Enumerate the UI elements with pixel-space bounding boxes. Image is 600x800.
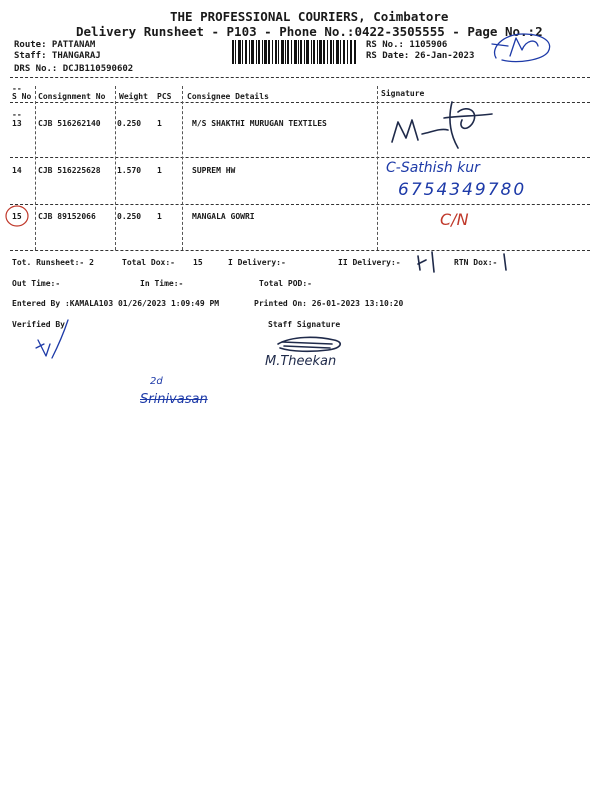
route-label: Route: PATTANAM — [14, 40, 96, 50]
entered-by: Entered By :KAMALA103 01/26/2023 1:09:49 PM — [12, 299, 220, 308]
row-weight: 0.250 — [117, 119, 142, 128]
col-header-sno: S No — [12, 92, 32, 101]
row-pcs: 1 — [157, 166, 162, 175]
row-weight: 1.570 — [117, 166, 142, 175]
verified-by-label: Verified By — [12, 320, 65, 329]
ii-delivery-label: II Delivery:- — [338, 258, 401, 267]
row-consignee: SUPREM HW — [192, 166, 236, 175]
row-sno: 15 — [12, 212, 22, 221]
col-header-consignee: Consignee Details — [187, 92, 269, 101]
row14-receiver-name: C-Sathish kur — [386, 160, 480, 176]
row-pcs: 1 — [157, 212, 162, 221]
total-dox-value: 15 — [193, 258, 203, 267]
col-header-pcs: PCS — [157, 92, 172, 101]
row-sno: 13 — [12, 119, 22, 128]
barcode — [232, 40, 356, 68]
rtn-dox-label: RTN Dox:- — [454, 258, 498, 267]
staff-signature-label: Staff Signature — [268, 320, 341, 329]
row-pcs: 1 — [157, 119, 162, 128]
tot-runsheet: Tot. Runsheet:- 2 — [12, 258, 94, 267]
row-weight: 0.250 — [117, 212, 142, 221]
row-consignment: CJB 516225628 — [38, 166, 101, 175]
rs-date: RS Date: 26-Jan-2023 — [366, 51, 475, 61]
row-consignment: CJB 516262140 — [38, 119, 101, 128]
drs-number: DRS No.: DCJB110590602 — [14, 64, 134, 74]
ii-delivery-handwritten — [414, 250, 440, 278]
in-time-label: In Time:- — [140, 279, 184, 288]
total-pod-label: Total POD:- — [259, 279, 312, 288]
i-delivery-label: I Delivery:- — [228, 258, 286, 267]
col-header-weight: Weight — [119, 92, 148, 101]
row15-mark: C/N — [440, 210, 469, 229]
bottom-note: 2d — [150, 376, 163, 387]
rtn-dox-handwritten — [500, 252, 512, 276]
col-header-signature: Signature — [381, 89, 425, 98]
row-consignee: MANGALA GOWRI — [192, 212, 255, 221]
total-dox-label: Total Dox:- — [122, 258, 175, 267]
row-consignee: M/S SHAKTHI MURUGAN TEXTILES — [192, 119, 327, 128]
row-sno: 14 — [12, 166, 22, 175]
header-signature-scribble — [488, 28, 558, 72]
row14-receiver-phone: 6754349780 — [398, 180, 527, 200]
staff-signature-name: M.Theekan — [265, 354, 337, 369]
printed-on: Printed On: 26-01-2023 13:10:20 — [254, 299, 404, 308]
bottom-signature: Srinivasan — [140, 392, 208, 407]
company-title: THE PROFESSIONAL COURIERS, Coimbatore — [170, 9, 449, 24]
row15-sno-circle — [4, 203, 30, 233]
rs-number: RS No.: 1105906 — [366, 40, 448, 50]
row-consignment: CJB 89152066 — [38, 212, 96, 221]
col-header-consignment: Consignment No — [38, 92, 106, 101]
verified-by-signature — [32, 318, 76, 368]
row13-signature — [388, 98, 498, 158]
runsheet-subtitle: Delivery Runsheet - P103 - Phone No.:0422-3505555 - Page No.:2 — [76, 24, 543, 39]
staff-label: Staff: THANGARAJ — [14, 51, 101, 61]
out-time-label: Out Time:- — [12, 279, 61, 288]
